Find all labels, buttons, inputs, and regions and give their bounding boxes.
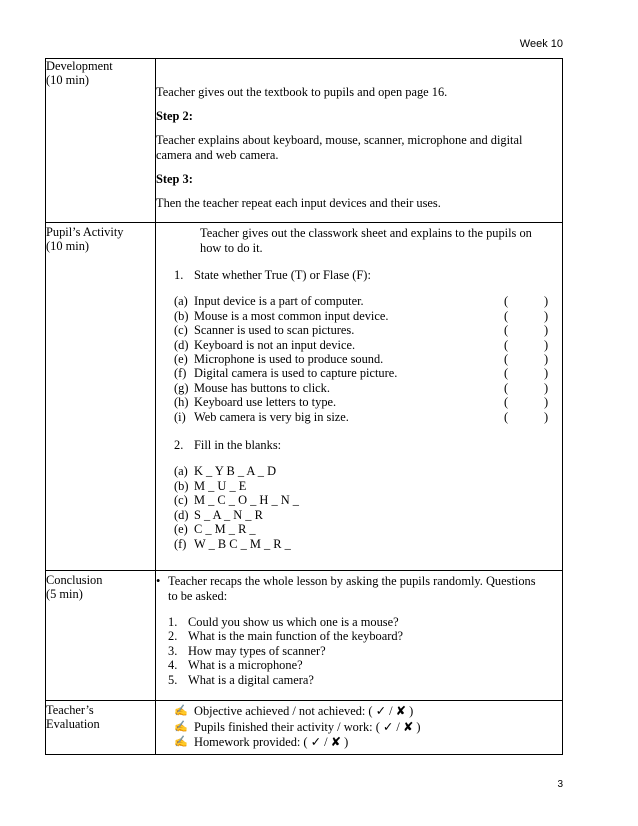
answer-close-paren: ) <box>544 366 549 381</box>
answer-close-paren: ) <box>544 294 549 309</box>
item-statement: Digital camera is used to capture picture. <box>194 366 398 381</box>
activity-intro-line2: how to do it. <box>200 241 263 255</box>
question-1 <box>156 268 562 282</box>
item-statement: Microphone is used to produce sound. <box>194 352 384 367</box>
item-statement: Input device is a part of computer. <box>194 294 364 309</box>
question-number: 3. <box>168 643 178 658</box>
question-1-number: 1. <box>174 268 184 282</box>
question-number: 1. <box>168 615 178 629</box>
item-letter: (b) <box>174 478 189 493</box>
conclusion-intro <box>156 574 562 589</box>
development-label: Development <box>46 59 113 73</box>
evaluation-item <box>174 704 562 720</box>
question-text: What is the main function of the keyboard? <box>188 629 404 644</box>
answer-close-paren: ) <box>544 323 549 338</box>
true-false-item <box>174 366 562 380</box>
answer-open-paren: ( <box>504 308 509 323</box>
true-false-item <box>174 395 562 409</box>
lesson-plan-table <box>45 58 563 755</box>
answer-close-paren: ) <box>544 337 549 352</box>
writing-hand-icon: ✍ <box>174 705 188 717</box>
item-statement: Scanner is used to scan pictures. <box>194 323 355 338</box>
evaluation-item <box>174 735 562 751</box>
evaluation-row <box>46 701 563 755</box>
question-2-number: 2. <box>174 438 184 453</box>
fill-blanks-list <box>156 464 562 550</box>
answer-close-paren: ) <box>544 352 549 367</box>
answer-open-paren: ( <box>504 352 509 367</box>
conclusion-label-cell <box>46 571 156 701</box>
answer-open-paren: ( <box>504 294 509 309</box>
question-text: Could you show us which one is a mouse? <box>188 615 399 629</box>
activity-label: Pupil’s Activity <box>46 225 124 239</box>
answer-close-paren: ) <box>544 395 549 410</box>
conclusion-row <box>46 571 563 701</box>
development-time: (10 min) <box>46 73 90 87</box>
conclusion-question <box>168 629 562 643</box>
development-line3: Then the teacher repeat each input devices and their uses. <box>156 196 441 210</box>
conclusion-intro-line1: Teacher recaps the whole lesson by asking the pupils randomly. Questions <box>168 574 536 588</box>
blank-word: M _ C _ O _ H _ N _ <box>194 493 299 508</box>
item-letter: (c) <box>174 493 188 508</box>
item-letter: (g) <box>174 380 189 395</box>
activity-time: (10 min) <box>46 239 90 253</box>
item-letter: (d) <box>174 507 189 522</box>
development-line2: Teacher explains about keyboard, mouse, scanner, microphone and digital <box>156 133 523 147</box>
bullet-icon <box>176 226 200 241</box>
activity-intro-line1: Teacher gives out the classwork sheet and explains to the pupils on <box>200 226 532 240</box>
item-statement: Keyboard is not an input device. <box>194 337 356 352</box>
evaluation-text: Pupils finished their activity / work: ( ✓ / ✘ ) <box>194 719 421 734</box>
item-letter: (e) <box>174 522 188 537</box>
evaluation-content <box>156 701 563 755</box>
evaluation-text: Homework provided: ( ✓ / ✘ ) <box>194 735 349 749</box>
answer-open-paren: ( <box>504 323 509 338</box>
conclusion-label: Conclusion <box>46 573 103 587</box>
true-false-item <box>174 323 562 337</box>
fill-blank-item <box>174 493 562 507</box>
question-number: 2. <box>168 629 178 644</box>
conclusion-question <box>168 673 562 687</box>
evaluation-label-cell <box>46 701 156 755</box>
evaluation-list <box>156 704 562 751</box>
question-1-text: State whether True (T) or Flase (F): <box>194 268 371 282</box>
item-letter: (h) <box>174 395 189 410</box>
activity-content <box>156 223 563 571</box>
question-2 <box>156 438 562 452</box>
conclusion-content <box>156 571 563 701</box>
development-line2b: camera and web camera. <box>156 148 279 162</box>
conclusion-intro-line2: to be asked: <box>168 589 228 603</box>
item-statement: Web camera is very big in size. <box>194 409 349 424</box>
answer-close-paren: ) <box>544 380 549 395</box>
activity-intro <box>156 226 562 241</box>
week-label: Week 10 <box>519 38 563 50</box>
conclusion-questions-list <box>156 615 562 687</box>
evaluation-text: Objective achieved / not achieved: ( ✓ / ✘ ) <box>194 704 414 718</box>
item-letter: (a) <box>174 294 188 309</box>
item-letter: (f) <box>174 536 187 551</box>
step3-heading: Step 3: <box>156 172 193 186</box>
answer-open-paren: ( <box>504 337 509 352</box>
question-text: What is a microphone? <box>188 658 303 673</box>
fill-blank-item <box>174 537 562 551</box>
true-false-item <box>174 352 562 366</box>
step2-heading: Step 2: <box>156 109 193 123</box>
conclusion-question <box>168 615 562 629</box>
conclusion-time: (5 min) <box>46 587 83 601</box>
answer-open-paren: ( <box>504 409 509 424</box>
true-false-item <box>174 410 562 424</box>
blank-word: M _ U _ E <box>194 478 247 493</box>
activity-row <box>46 223 563 571</box>
item-statement: Mouse has buttons to click. <box>194 380 330 395</box>
development-label-cell <box>46 59 156 223</box>
item-letter: (i) <box>174 409 186 424</box>
evaluation-item <box>174 720 562 736</box>
item-letter: (b) <box>174 308 189 323</box>
conclusion-question <box>168 644 562 658</box>
item-letter: (d) <box>174 337 189 352</box>
question-number: 4. <box>168 658 178 673</box>
true-false-item <box>174 338 562 352</box>
answer-open-paren: ( <box>504 366 509 381</box>
conclusion-question <box>168 658 562 672</box>
fill-blank-item <box>174 479 562 493</box>
writing-hand-icon: ✍ <box>174 720 188 733</box>
question-2-text: Fill in the blanks: <box>194 438 282 453</box>
fill-blank-item <box>174 508 562 522</box>
true-false-item <box>174 309 562 323</box>
fill-blank-item <box>174 464 562 478</box>
item-letter: (f) <box>174 366 187 381</box>
development-line1: Teacher gives out the textbook to pupils and open page 16. <box>156 85 448 99</box>
true-false-item <box>174 381 562 395</box>
development-row <box>46 59 563 223</box>
evaluation-label-line1: Teacher’s <box>46 703 94 717</box>
activity-label-cell <box>46 223 156 571</box>
blank-word: C _ M _ R _ <box>194 522 256 537</box>
blank-word: K _ Y B _ A _ D <box>194 464 277 479</box>
development-content <box>156 59 563 223</box>
question-number: 5. <box>168 672 178 687</box>
page-number: 3 <box>557 779 563 790</box>
item-letter: (a) <box>174 464 188 479</box>
question-text: How may types of scanner? <box>188 643 326 658</box>
true-false-item <box>174 294 562 308</box>
true-false-list <box>156 294 562 424</box>
question-text: What is a digital camera? <box>188 672 314 687</box>
answer-open-paren: ( <box>504 395 509 410</box>
answer-open-paren: ( <box>504 380 509 395</box>
writing-hand-icon: ✍ <box>174 736 188 748</box>
blank-word: S _ A _ N _ R <box>194 507 263 522</box>
evaluation-label-line2: Evaluation <box>46 717 100 731</box>
item-letter: (e) <box>174 352 188 367</box>
answer-close-paren: ) <box>544 409 549 424</box>
answer-close-paren: ) <box>544 308 549 323</box>
item-statement: Mouse is a most common input device. <box>194 308 389 323</box>
fill-blank-item <box>174 522 562 536</box>
item-statement: Keyboard use letters to type. <box>194 395 337 410</box>
bullet-icon: • <box>156 574 161 588</box>
item-letter: (c) <box>174 323 188 338</box>
blank-word: W _ B C _ M _ R _ <box>194 536 291 551</box>
